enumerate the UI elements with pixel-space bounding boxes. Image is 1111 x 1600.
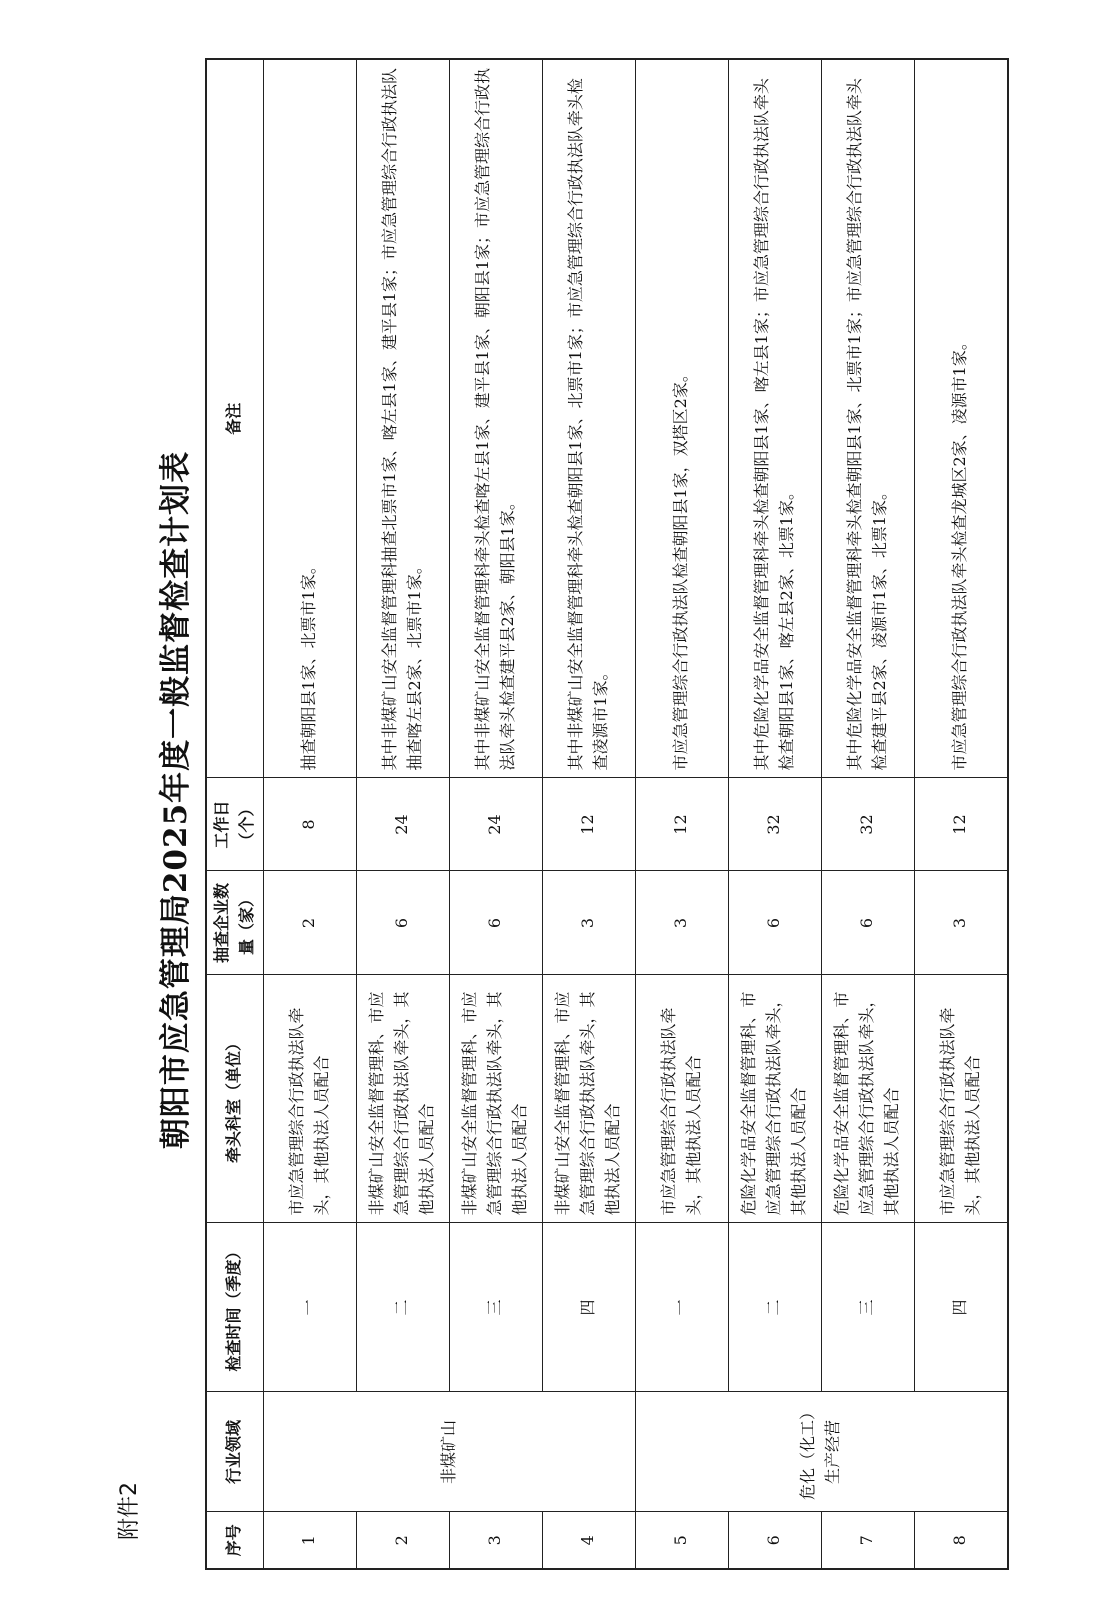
- cell-days: 24: [449, 778, 542, 871]
- cell-industry-non-coal-mine: 非煤矿山: [263, 1392, 635, 1512]
- table-row: [542, 59, 635, 1569]
- header-remark: 备注: [206, 59, 263, 778]
- cell-count: 6: [728, 871, 821, 975]
- cell-seq: 8: [914, 1512, 1008, 1569]
- table-row: [449, 59, 542, 1569]
- cell-time: 三: [821, 1223, 914, 1392]
- cell-count: 3: [635, 871, 728, 975]
- cell-days: 32: [728, 778, 821, 871]
- cell-industry-hazardous-chemicals: 危化（化工）生产经营: [635, 1392, 1008, 1512]
- header-time: 检查时间（季度）: [206, 1223, 263, 1392]
- table-row: [263, 59, 356, 1569]
- header-count: 抽查企业数量（家）: [206, 871, 263, 975]
- cell-remark: 其中危险化学品安全监督管理科牵头检查朝阳县1家、喀左县1家；市应急管理综合行政执法队牵头检查朝阳县1家、喀左县2家、北票1家。: [728, 59, 821, 778]
- cell-seq: 7: [821, 1512, 914, 1569]
- cell-lead: 危险化学品安全监督管理科、市应急管理综合行政执法队牵头，其他执法人员配合: [821, 975, 914, 1223]
- cell-count: 6: [356, 871, 449, 975]
- cell-days: 12: [542, 778, 635, 871]
- cell-lead: 非煤矿山安全监督管理科、市应急管理综合行政执法队牵头，其他执法人员配合: [542, 975, 635, 1223]
- cell-time: 二: [728, 1223, 821, 1392]
- header-days: 工作日（个）: [206, 778, 263, 871]
- cell-seq: 4: [542, 1512, 635, 1569]
- attachment-label: 附件2: [117, 1482, 142, 1540]
- cell-time: 四: [914, 1223, 1008, 1392]
- cell-remark: 抽查朝阳县1家、北票市1家。: [263, 59, 356, 778]
- header-seq: 序号: [206, 1512, 263, 1569]
- cell-time: 二: [356, 1223, 449, 1392]
- cell-remark: 其中非煤矿山安全监督管理科牵头检查朝阳县1家、北票市1家；市应急管理综合行政执法队牵头检查凌源市1家。: [542, 59, 635, 778]
- cell-remark: 市应急管理综合行政执法队牵头检查龙城区2家、凌源市1家。: [914, 59, 1008, 778]
- cell-days: 32: [821, 778, 914, 871]
- cell-seq: 5: [635, 1512, 728, 1569]
- cell-lead: 非煤矿山安全监督管理科、市应急管理综合行政执法队牵头，其他执法人员配合: [449, 975, 542, 1223]
- document-title: 朝阳市应急管理局2025年度一般监督检查计划表: [158, 450, 194, 1150]
- cell-lead: 市应急管理综合行政执法队牵头，其他执法人员配合: [914, 975, 1008, 1223]
- cell-days: 12: [635, 778, 728, 871]
- cell-remark: 其中非煤矿山安全监督管理科抽查北票市1家、喀左县1家、建平县1家；市应急管理综合行政执法队抽查喀左县2家、北票市1家。: [356, 59, 449, 778]
- cell-count: 6: [449, 871, 542, 975]
- cell-time: 四: [542, 1223, 635, 1392]
- cell-lead: 市应急管理综合行政执法队牵头，其他执法人员配合: [635, 975, 728, 1223]
- cell-days: 8: [263, 778, 356, 871]
- cell-lead: 市应急管理综合行政执法队牵头，其他执法人员配合: [263, 975, 356, 1223]
- header-industry: 行业领域: [206, 1392, 263, 1512]
- cell-count: 3: [542, 871, 635, 975]
- table-row: [914, 59, 1008, 1569]
- cell-remark: 市应急管理综合行政执法队检查朝阳县1家，双塔区2家。: [635, 59, 728, 778]
- table-row: [728, 59, 821, 1569]
- table-row: [635, 59, 728, 1569]
- cell-seq: 6: [728, 1512, 821, 1569]
- cell-seq: 3: [449, 1512, 542, 1569]
- cell-remark: 其中非煤矿山安全监督管理科牵头检查喀左县1家、建平县1家、朝阳县1家；市应急管理综合行政执法队牵头检查建平县2家、朝阳县1家。: [449, 59, 542, 778]
- cell-count: 6: [821, 871, 914, 975]
- cell-time: 一: [635, 1223, 728, 1392]
- table-row: [356, 59, 449, 1569]
- cell-seq: 2: [356, 1512, 449, 1569]
- cell-count: 2: [263, 871, 356, 975]
- cell-count: 3: [914, 871, 1008, 975]
- cell-time: 三: [449, 1223, 542, 1392]
- cell-remark: 其中危险化学品安全监督管理科牵头检查朝阳县1家、北票市1家；市应急管理综合行政执法队牵头检查建平县2家、凌源市1家、北票1家。: [821, 59, 914, 778]
- cell-days: 24: [356, 778, 449, 871]
- cell-lead: 非煤矿山安全监督管理科、市应急管理综合行政执法队牵头，其他执法人员配合: [356, 975, 449, 1223]
- cell-lead: 危险化学品安全监督管理科、市应急管理综合行政执法队牵头，其他执法人员配合: [728, 975, 821, 1223]
- cell-days: 12: [914, 778, 1008, 871]
- table-row: [821, 59, 914, 1569]
- table-header-row: [206, 59, 263, 1569]
- cell-time: 一: [263, 1223, 356, 1392]
- header-lead: 牵头科室（单位）: [206, 975, 263, 1223]
- cell-seq: 1: [263, 1512, 356, 1569]
- inspection-plan-table: [205, 58, 1009, 1570]
